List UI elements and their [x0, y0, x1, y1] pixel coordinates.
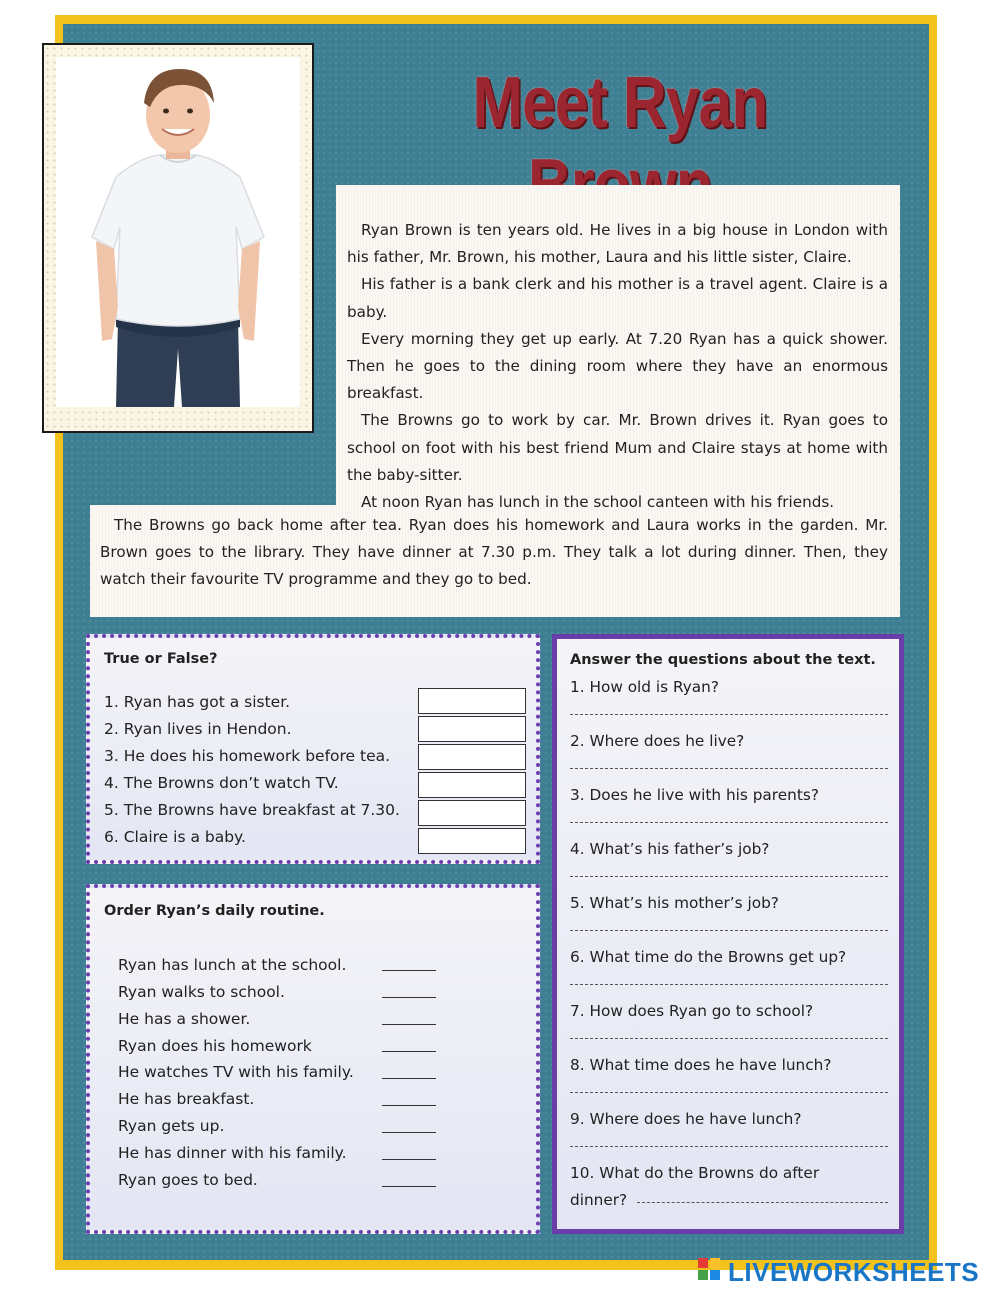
- order-routine-box: [86, 884, 540, 1234]
- question-item: 8. What time does he have lunch?: [570, 1056, 832, 1074]
- tf-question: 1. Ryan has got a sister.: [104, 693, 291, 711]
- question-item: 6. What time do the Browns get up?: [570, 948, 847, 966]
- logo-square-icon: [710, 1270, 720, 1280]
- routine-item: He has breakfast.: [118, 1090, 255, 1108]
- routine-item: He has dinner with his family.: [118, 1144, 347, 1162]
- question-item: 2. Where does he live?: [570, 732, 745, 750]
- tf-answer-field[interactable]: [418, 688, 526, 714]
- order-answer-line[interactable]: [382, 1078, 436, 1079]
- question-item: 3. Does he live with his parents?: [570, 786, 819, 804]
- routine-item: He watches TV with his family.: [118, 1063, 354, 1081]
- order-answer-line[interactable]: [382, 1024, 436, 1025]
- order-answer-line[interactable]: [382, 1105, 436, 1106]
- question-item: 10. What do the Browns do after: [570, 1164, 820, 1182]
- tf-question: 2. Ryan lives in Hendon.: [104, 720, 292, 738]
- answer-line[interactable]: [570, 822, 888, 823]
- answer-line[interactable]: [570, 930, 888, 931]
- questions-box: [552, 634, 904, 1234]
- order-answer-line[interactable]: [382, 970, 436, 971]
- routine-item: Ryan has lunch at the school.: [118, 956, 347, 974]
- routine-item: Ryan gets up.: [118, 1117, 225, 1135]
- tf-answer-field[interactable]: [418, 772, 526, 798]
- logo-square-icon: [710, 1258, 720, 1268]
- answer-line[interactable]: [570, 714, 888, 715]
- answer-line[interactable]: [570, 1092, 888, 1093]
- true-false-title: True or False?: [104, 651, 218, 667]
- boy-photo: [56, 57, 300, 407]
- tf-answer-field[interactable]: [418, 744, 526, 770]
- routine-item: He has a shower.: [118, 1010, 251, 1028]
- boy-illustration: [56, 57, 300, 407]
- reading-paragraph: At noon Ryan has lunch in the school canteen with his friends.: [361, 493, 835, 512]
- tf-answer-field[interactable]: [418, 800, 526, 826]
- reading-paragraph: Ryan Brown is ten years old. He lives in a big house in London with his father, Mr. Brown, his mother, Laura and his little sister, Claire.: [347, 221, 888, 267]
- reading-paragraph: Every morning they get up early. At 7.20 Ryan has a quick shower. Then he goes to the dining room where they have an enormous breakfast.: [347, 329, 888, 403]
- page-title: Meet Ryan: [472, 63, 768, 143]
- tf-question: 5. The Browns have breakfast at 7.30.: [104, 801, 400, 819]
- order-answer-line[interactable]: [382, 1132, 436, 1133]
- reading-text-lower: [100, 512, 888, 594]
- question-continuation: dinner?: [570, 1191, 628, 1209]
- tf-question: 4. The Browns don’t watch TV.: [104, 774, 339, 792]
- question-item: 1. How old is Ryan?: [570, 678, 719, 696]
- logo-square-icon: [698, 1258, 708, 1268]
- tf-question: 3. He does his homework before tea.: [104, 747, 391, 765]
- tf-answer-field[interactable]: [418, 828, 526, 854]
- photo-frame: [42, 43, 314, 433]
- order-answer-line[interactable]: [382, 1051, 436, 1052]
- question-item: 4. What’s his father’s job?: [570, 840, 770, 858]
- reading-text-upper: [347, 217, 888, 516]
- routine-item: Ryan does his homework: [118, 1037, 312, 1055]
- order-answer-line[interactable]: [382, 1186, 436, 1187]
- routine-item: Ryan walks to school.: [118, 983, 285, 1001]
- reading-paragraph: The Browns go to work by car. Mr. Brown drives it. Ryan goes to school on foot with his best friend Mum and Claire stays at home with the baby-sitter.: [347, 411, 888, 484]
- answer-line[interactable]: [570, 1038, 888, 1039]
- answer-line[interactable]: [570, 1146, 888, 1147]
- reading-paragraph: The Browns go back home after tea. Ryan does his homework and Laura works in the garden. Mr. Brown goes to the library. They have dinner at 7.30 p.m. They talk a lot during dinner. Then, they watch their favourite TV programme and they go to bed.: [100, 516, 888, 589]
- answer-line[interactable]: [637, 1202, 888, 1203]
- question-item: 7. How does Ryan go to school?: [570, 1002, 814, 1020]
- question-item: 9. Where does he have lunch?: [570, 1110, 802, 1128]
- order-routine-title: Order Ryan’s daily routine.: [104, 903, 325, 919]
- logo-square-icon: [698, 1270, 708, 1280]
- answer-line[interactable]: [570, 984, 888, 985]
- logo-text: LIVEWORKSHEETS: [728, 1257, 980, 1287]
- questions-title: Answer the questions about the text.: [570, 652, 876, 668]
- answer-line[interactable]: [570, 876, 888, 877]
- tf-question: 6. Claire is a baby.: [104, 828, 246, 846]
- order-answer-line[interactable]: [382, 1159, 436, 1160]
- reading-paragraph: His father is a bank clerk and his mother is a travel agent. Claire is a baby.: [347, 275, 888, 321]
- answer-line[interactable]: [570, 768, 888, 769]
- question-item: 5. What’s his mother’s job?: [570, 894, 779, 912]
- routine-item: Ryan goes to bed.: [118, 1171, 258, 1189]
- order-answer-line[interactable]: [382, 997, 436, 998]
- true-false-box: [86, 634, 540, 864]
- tf-answer-field[interactable]: [418, 716, 526, 742]
- liveworksheets-logo: [694, 1255, 994, 1285]
